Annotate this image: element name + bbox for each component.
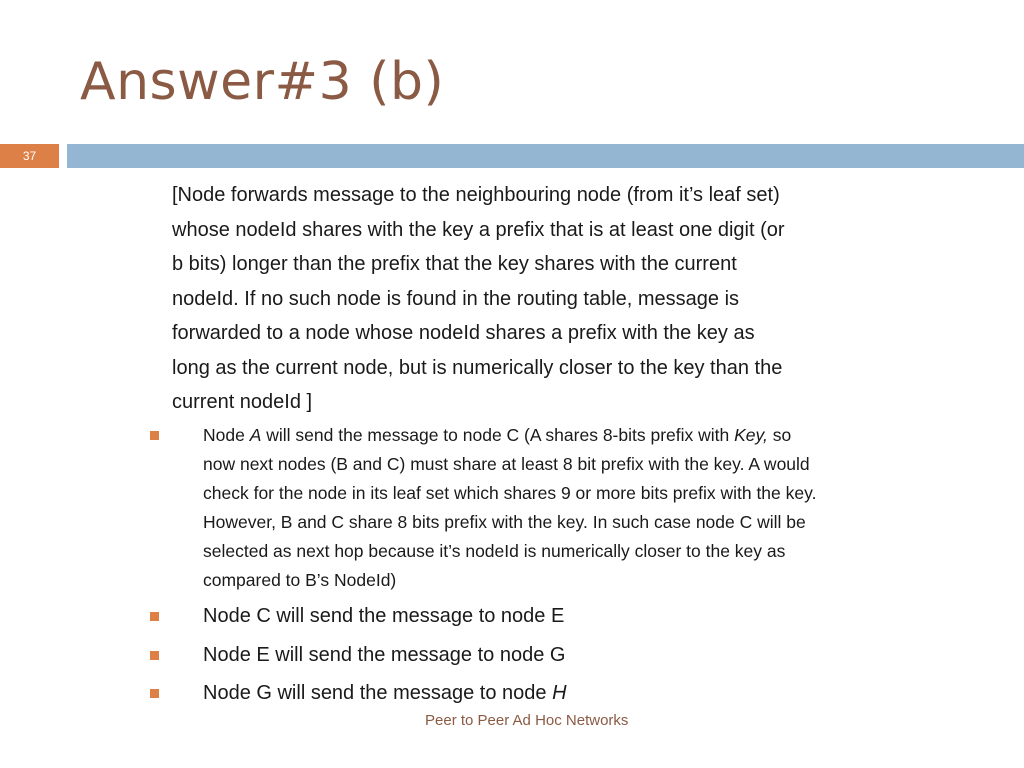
- bullet-square-icon: [150, 612, 159, 621]
- intro-line: long as the current node, but is numerically closer to the key than the: [172, 356, 783, 379]
- bullet-text: Node C will send the message to node E: [203, 605, 565, 627]
- bullet-square-icon: [150, 431, 159, 440]
- text-run-italic: A: [249, 425, 262, 445]
- bullet-line: [203, 421, 993, 450]
- intro-line: whose nodeId shares with the key a prefix that is at least one digit (or: [172, 218, 785, 241]
- text-run: will send the message to node C (A shares 8-bits prefix with: [261, 425, 735, 445]
- bullet-line: selected as next hop because it’s nodeId is numerically closer to the key as: [203, 541, 786, 561]
- intro-line: [Node forwards message to the neighbouring node (from it’s leaf set): [172, 184, 780, 206]
- bullet-line: compared to B’s NodeId): [203, 570, 397, 590]
- intro-line: b bits) longer than the prefix that the key shares with the current: [172, 253, 737, 275]
- text-run: so: [767, 425, 792, 445]
- bullet-line: However, B and C share 8 bits prefix with the key. In such case node C will be: [203, 512, 806, 532]
- bullet-text: [203, 679, 993, 707]
- text-run-italic: Key,: [734, 425, 768, 445]
- intro-line: forwarded to a node whose nodeId shares a prefix with the key as: [172, 322, 755, 344]
- text-run: Node G will send the message to node: [203, 682, 553, 704]
- bullet-text: Node E will send the message to node G: [203, 644, 566, 666]
- intro-line: nodeId. If no such node is found in the routing table, message is: [172, 287, 740, 310]
- bullet-line: now next nodes (B and C) must share at least 8 bit prefix with the key. A would: [203, 454, 810, 474]
- text-run-italic: H: [552, 682, 567, 704]
- accent-bar: [67, 144, 1024, 168]
- slide-title: Answer#3 (b): [80, 52, 445, 112]
- bullet-text: [203, 421, 993, 595]
- intro-paragraph: [172, 178, 972, 420]
- bullet-square-icon: [150, 689, 159, 698]
- bullet-line: check for the node in its leaf set which shares 9 or more bits prefix with the key.: [203, 483, 817, 503]
- bullet-square-icon: [150, 651, 159, 660]
- slide-footer: Peer to Peer Ad Hoc Networks: [425, 712, 629, 729]
- intro-line: current nodeId ]: [172, 391, 313, 413]
- text-run: Node: [203, 425, 250, 445]
- header-bar: [0, 144, 1024, 168]
- slide-number: 37: [0, 144, 59, 168]
